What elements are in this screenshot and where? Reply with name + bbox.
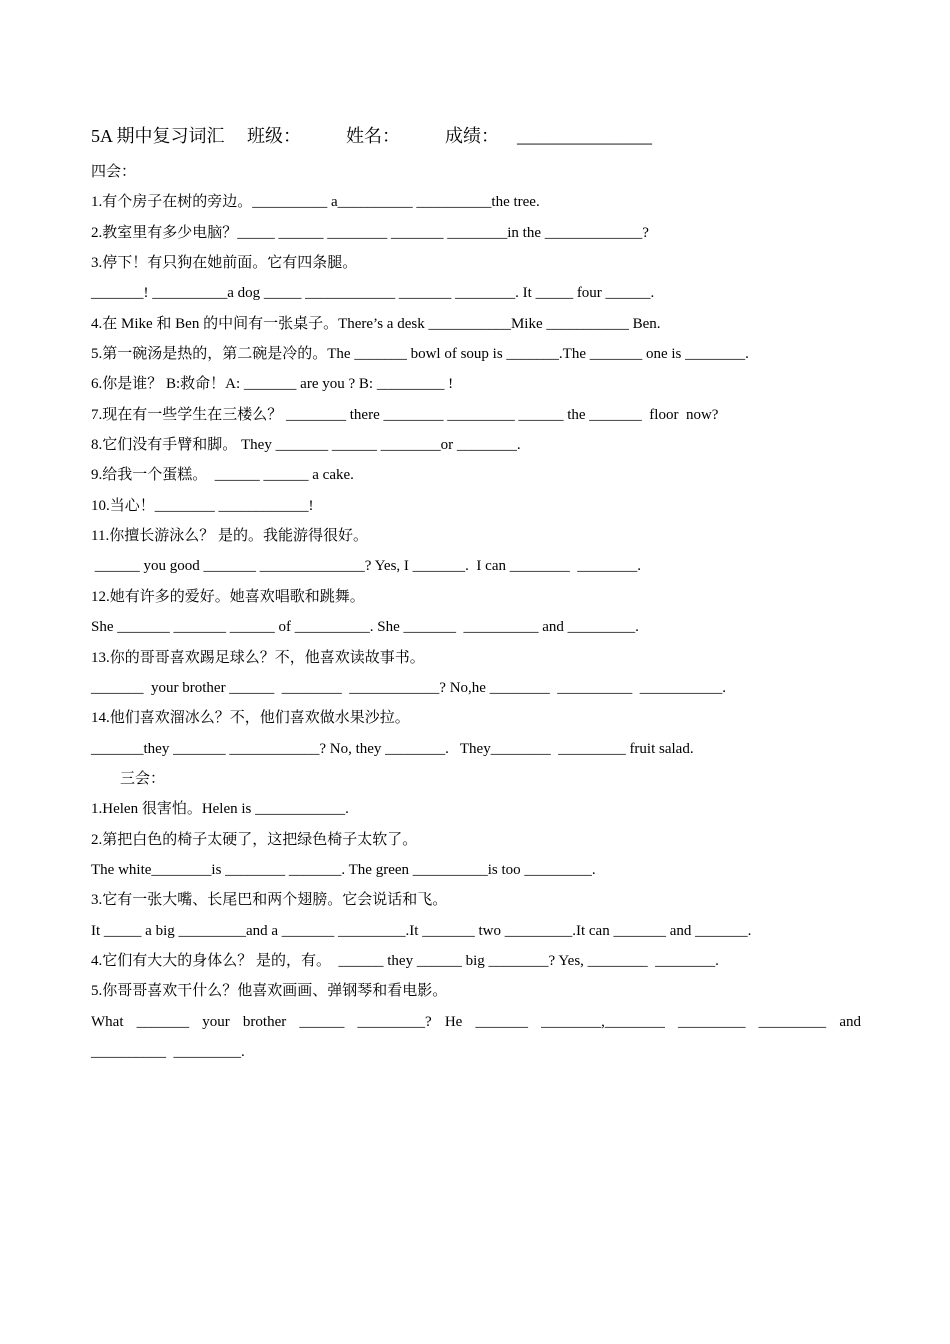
section-heading-three-skills: 三会： xyxy=(120,770,166,787)
exercise-line: 9.给我一个蛋糕。 ______ ______ a cake. xyxy=(91,467,354,484)
exercise-line: 11.你擅长游泳么？ 是的。我能游得很好。 xyxy=(91,528,368,545)
exercise-line: 8.它们没有手臂和脚。 They _______ ______ ________or ________. xyxy=(91,437,521,454)
exercise-line: 2.教室里有多少电脑？_____ ______ ________ _______ ________in the _____________? xyxy=(91,224,649,241)
exercise-line: The white________is ________ _______. The green __________is too _________. xyxy=(91,861,596,878)
exercise-line: 3.它有一张大嘴、长尾巴和两个翅膀。它会说话和飞。 xyxy=(91,892,448,909)
page-title: 5A 期中复习词汇 班级： 姓名： 成绩： _______________ xyxy=(91,126,653,146)
exercise-line: 4.它们有大大的身体么？ 是的，有。 ______ they ______ big ________? Yes, ________ ________. xyxy=(91,952,719,969)
exercise-line: She _______ _______ ______ of __________. She _______ __________ and _________. xyxy=(91,619,639,636)
exercise-line: What _______ your brother ______ _________? He _______ ________,________ _________ _________ and xyxy=(91,1013,861,1030)
exercise-line: 1.有个房子在树的旁边。__________ a__________ __________the tree. xyxy=(91,194,540,211)
exercise-line: 12.她有许多的爱好。她喜欢唱歌和跳舞。 xyxy=(91,588,365,605)
exercise-line: 13.你的哥哥喜欢踢足球么？不，他喜欢读故事书。 xyxy=(91,649,425,666)
exercise-line: 1.Helen 很害怕。Helen is ____________. xyxy=(91,801,349,818)
exercise-line: 7.现在有一些学生在三楼么？ ________ there ________ _________ ______ the _______ floor now? xyxy=(91,406,719,423)
exercise-line: ______ you good _______ ______________? Yes, I _______. I can ________ ________. xyxy=(91,558,641,575)
exercise-line: _______ your brother ______ ________ ____________? No,he ________ __________ ___________. xyxy=(91,679,726,696)
exercise-line: __________ _________. xyxy=(91,1043,245,1060)
exercise-content xyxy=(91,157,861,1067)
exercise-line: _______they _______ ____________? No, they ________. They________ _________ fruit salad. xyxy=(91,740,694,757)
exercise-line: 10.当心！________ ____________! xyxy=(91,497,314,514)
exercise-line: _______! __________a dog _____ ____________ _______ ________. It _____ four ______. xyxy=(91,285,655,302)
exercise-line: 14.他们喜欢溜冰么？不，他们喜欢做水果沙拉。 xyxy=(91,710,410,727)
section-heading-four-skills: 四会： xyxy=(91,164,137,180)
exercise-line: 2.第把白色的椅子太硬了，这把绿色椅子太软了。 xyxy=(91,831,418,848)
exercise-line: It _____ a big _________and a _______ _________.It _______ two _________.It can _______ and _______. xyxy=(91,922,752,939)
exercise-line: 4.在 Mike 和 Ben 的中间有一张桌子。There’s a desk ___________Mike ___________ Ben. xyxy=(91,315,661,332)
exercise-line: 5.第一碗汤是热的，第二碗是冷的。The _______ bowl of soup is _______.The _______ one is ________. xyxy=(91,346,749,363)
exercise-line: 6.你是谁？ B:救命！A: _______ are you ? B: _________ ! xyxy=(91,376,454,393)
exercise-line: 3.停下！有只狗在她前面。它有四条腿。 xyxy=(91,255,358,272)
exercise-line: 5.你哥哥喜欢干什么？他喜欢画画、弹钢琴和看电影。 xyxy=(91,983,448,1000)
